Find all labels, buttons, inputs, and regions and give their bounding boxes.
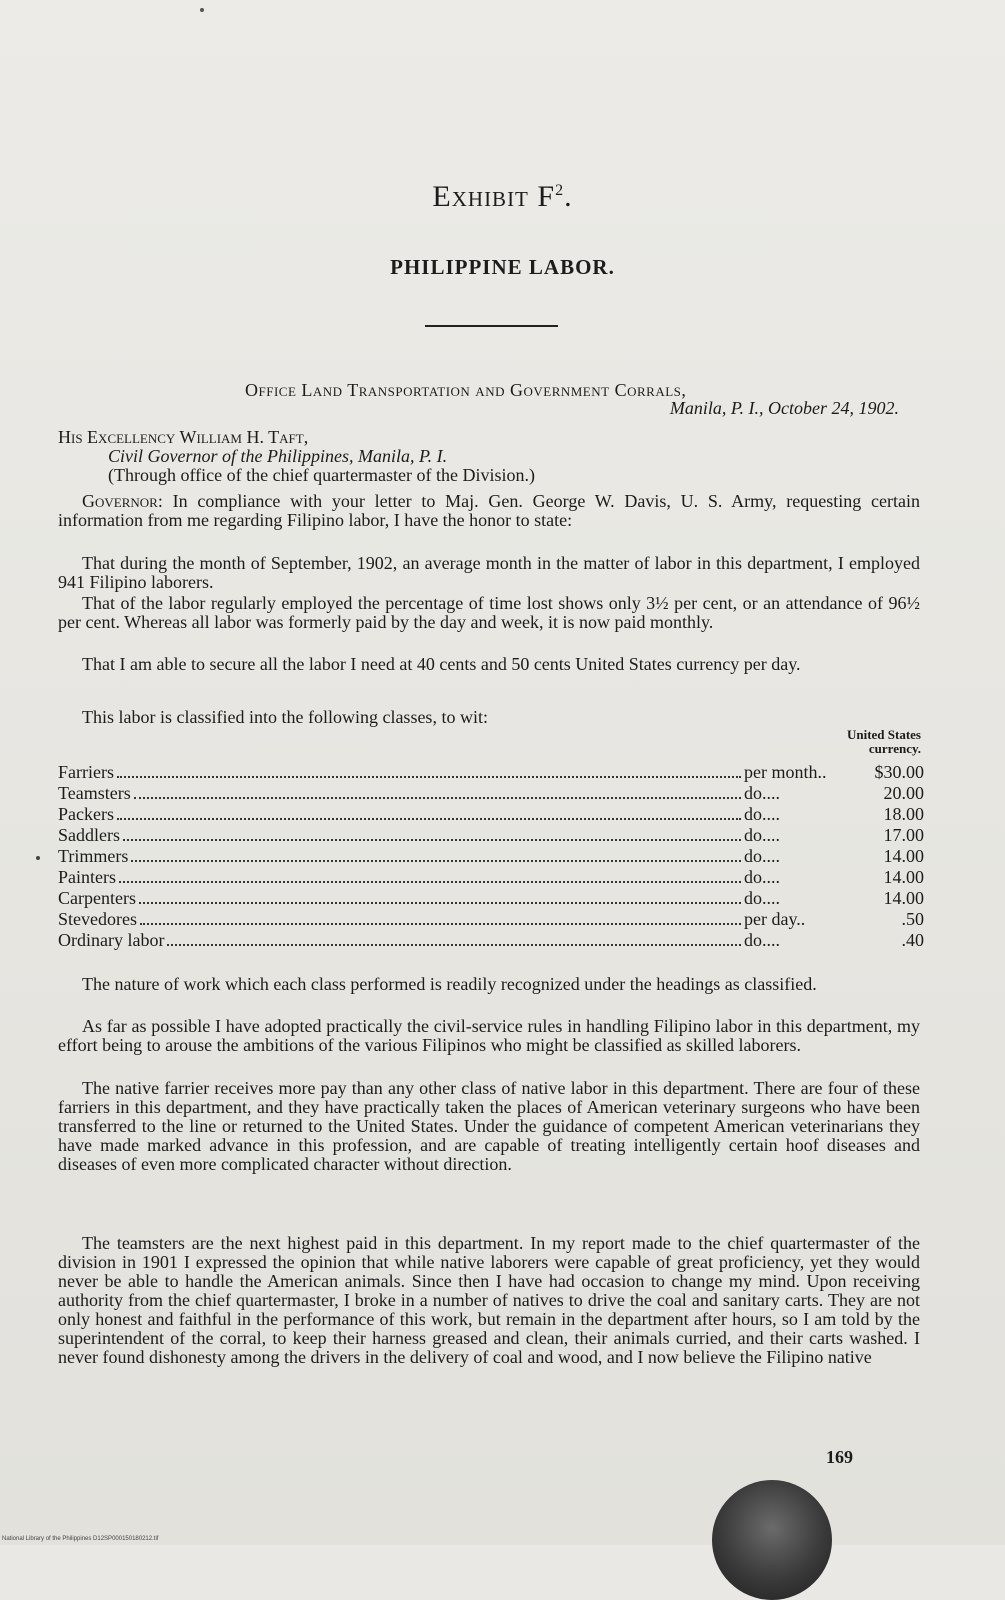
dot-leader <box>134 785 741 799</box>
row-label: Trimmers <box>58 846 129 866</box>
paragraph-1 <box>58 492 920 530</box>
paragraph-2: That during the month of September, 1902, an average month in the matter of labor in this department, I employed 941 Filipino laborers. <box>58 553 920 592</box>
row-unit: do.... <box>744 867 780 887</box>
address-line-2: Civil Governor of the Philippines, Manila, P. I. <box>108 446 448 466</box>
exhibit-period: . <box>564 180 573 213</box>
row-unit: do.... <box>744 930 780 950</box>
row-label: Farriers <box>58 762 114 782</box>
dot-leader <box>140 911 741 925</box>
paragraph-1-text: In compliance with your letter to Maj. Gen. George W. Davis, U. S. Army, requesting certain information from me regarding Filipino labor, I have the honor to state: <box>58 491 920 530</box>
row-amount: .50 <box>901 909 924 929</box>
exhibit-heading <box>0 180 1005 214</box>
row-unit: per day.. <box>744 909 806 929</box>
row-unit: per month.. <box>744 762 827 782</box>
table-row <box>58 888 924 909</box>
row-unit: do.... <box>744 825 780 845</box>
ink-speck <box>36 856 40 860</box>
exhibit-title: Exhibit F <box>432 180 556 213</box>
office-heading: Office Land Transportation and Government Corrals, <box>245 380 687 400</box>
row-label: Stevedores <box>58 909 137 929</box>
row-label: Carpenters <box>58 888 136 908</box>
document-subject: PHILIPPINE LABOR. <box>390 255 615 279</box>
row-amount: 14.00 <box>883 867 924 887</box>
dot-leader <box>119 869 741 883</box>
table-row <box>58 867 924 888</box>
paragraph-3: That of the labor regularly employed the percentage of time lost shows only 3½ per cent, or an attendance of 96½ per cent. Whereas all labor was formerly paid by the day and week, it is now paid monthly. <box>58 593 920 632</box>
row-amount: 14.00 <box>883 846 924 866</box>
row-amount: 14.00 <box>883 888 924 908</box>
dot-leader <box>167 932 741 946</box>
row-unit: do.... <box>744 888 780 908</box>
row-amount: 18.00 <box>883 804 924 824</box>
dot-leader <box>117 806 741 820</box>
divider-rule <box>425 325 558 327</box>
row-label: Teamsters <box>58 783 131 803</box>
row-amount: 17.00 <box>883 825 924 845</box>
table-column-header: United States currency. <box>846 727 921 756</box>
dot-leader <box>123 827 741 841</box>
row-amount: .40 <box>901 930 924 950</box>
page-number: 169 <box>826 1447 853 1467</box>
ink-speck <box>200 8 204 12</box>
dot-leader <box>131 848 741 862</box>
row-unit: do.... <box>744 804 780 824</box>
table-row <box>58 804 924 825</box>
row-amount: $30.00 <box>874 762 924 782</box>
scan-credit: National Library of the Philippines D12SP000150180212.tif <box>2 1536 159 1542</box>
dot-leader <box>139 890 741 904</box>
paragraph-5: This labor is classified into the following classes, to wit: <box>82 707 488 727</box>
row-label: Packers <box>58 804 114 824</box>
address-line-3: (Through office of the chief quartermaster of the Division.) <box>108 465 536 485</box>
table-row <box>58 825 924 846</box>
dot-leader <box>117 764 741 778</box>
table-row <box>58 846 924 867</box>
table-row <box>58 783 924 804</box>
salutation: Governor: <box>82 491 163 511</box>
paragraph-9: The teamsters are the next highest paid in this department. In my report made to the chief quartermaster of the division in 1901 I expressed the opinion that while native laborers were capable of great proficiency, yet they would never be able to handle the American animals. Since then I have had occasion to change my mind. Upon receiving authority from the chief quartermaster, I broke in a number of natives to drive the coal and sanitary carts. They are not only honest and faithful in the performance of this work, but remain in the department after hours, so I am told by the superintendent of the corral, to keep their harness greased and clean, their animals curried, and their carts washed. I never found dishonesty among the drivers in the delivery of coal and wood, and I now believe the Filipino native <box>58 1233 920 1367</box>
thumb-shadow <box>712 1480 832 1600</box>
dateline: Manila, P. I., October 24, 1902. <box>669 398 899 418</box>
row-label: Ordinary labor <box>58 930 165 950</box>
address-line-1: His Excellency William H. Taft, <box>58 427 309 447</box>
exhibit-superscript: 2 <box>555 182 565 199</box>
paragraph-6: The nature of work which each class performed is readily recognized under the headings as classified. <box>82 974 817 994</box>
paragraph-4: That I am able to secure all the labor I need at 40 cents and 50 cents United States currency per day. <box>82 654 801 674</box>
row-amount: 20.00 <box>883 783 924 803</box>
paragraph-7: As far as possible I have adopted practically the civil-service rules in handling Filipino labor in this department, my effort being to arouse the ambitions of the various Filipinos who might be classified as skilled laborers. <box>58 1016 920 1055</box>
row-label: Painters <box>58 867 116 887</box>
row-unit: do.... <box>744 783 780 803</box>
wage-table <box>58 762 924 951</box>
table-row <box>58 909 924 930</box>
paragraph-8: The native farrier receives more pay than any other class of native labor in this department. There are four of these farriers in this department, and they have practically taken the places of American veterinary surgeons who have been transferred to the line or returned to the United States. Under the guidance of competent American veterinarians they have made marked advance in this profession, and are capable of treating intelligently certain hoof diseases and diseases of even more complicated character without direction. <box>58 1078 920 1174</box>
row-label: Saddlers <box>58 825 120 845</box>
table-row <box>58 930 924 951</box>
row-unit: do.... <box>744 846 780 866</box>
table-row <box>58 762 924 783</box>
